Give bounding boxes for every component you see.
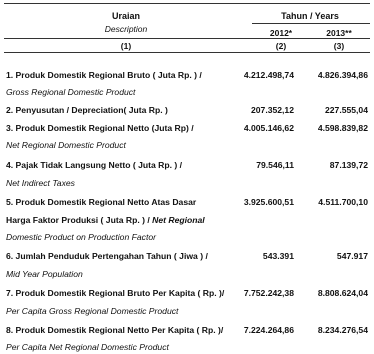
header-bottom-rule (4, 52, 370, 53)
column-header-years: Tahun / Years (281, 11, 339, 21)
header-mid-rule (4, 38, 370, 39)
value-2012: 4.005.146,62 (243, 123, 294, 133)
row-label: 8. Produk Domestik Regional Netto Per Kapita ( Rp. )/ (6, 325, 224, 335)
value-2013: 8.808.624,04 (317, 288, 368, 298)
row-label: 5. Produk Domestik Regional Netto Atas Dasar (6, 197, 197, 207)
column-number-3: (3) (333, 41, 345, 51)
value-2012: 79.546,11 (256, 160, 294, 170)
table-row-subtitle (4, 139, 370, 151)
row-label: 2. Penyusutan / Depreciation( Juta Rp. ) (6, 105, 168, 115)
row-sublabel: Net Regional Domestic Product (6, 140, 126, 150)
value-2013: 4.511.700,10 (318, 197, 368, 207)
table-row (4, 196, 370, 208)
table-row (4, 287, 370, 299)
table-row (4, 250, 370, 262)
table-row (4, 122, 370, 134)
value-2013: 4.598.839,82 (317, 123, 368, 133)
row-label: 6. Jumlah Penduduk Pertengahan Tahun ( Jiwa ) / (6, 251, 208, 261)
table-row-subtitle (4, 231, 370, 243)
table-row-continuation (4, 214, 370, 226)
value-2012: 4.212.498,74 (243, 70, 294, 80)
table-row-subtitle (4, 268, 370, 280)
column-header-2013: 2013** (326, 28, 352, 38)
row-sublabel: Per Capita Gross Regional Domestic Product (6, 306, 179, 316)
value-2012: 207.352,12 (250, 105, 294, 115)
table-row (4, 104, 370, 116)
column-header-uraian: Uraian (111, 11, 140, 21)
value-2012: 3.925.600,51 (243, 197, 294, 207)
value-2012: 7.752.242,38 (243, 288, 294, 298)
row-label: 3. Produk Domestik Regional Netto (Juta Rp) / (6, 123, 194, 133)
row-label: 1. Produk Domestik Regional Bruto ( Juta Rp. ) / (6, 70, 202, 80)
table-row-subtitle (4, 86, 370, 98)
row-sublabel: Mid Year Population (6, 269, 83, 279)
column-header-2012: 2012* (269, 28, 293, 38)
value-2013: 4.826.394,86 (317, 70, 368, 80)
value-2013: 8.234.276,54 (317, 325, 368, 335)
row-sublabel: Per Capita Net Regional Domestic Product (6, 342, 169, 352)
row-sublabel: Net Indirect Taxes (6, 178, 75, 188)
table-row (4, 324, 370, 336)
row-label-part: Harga Faktor Produksi ( Juta Rp. ) / (6, 215, 150, 225)
row-label-continued (6, 214, 205, 226)
row-sublabel: Gross Regional Domestic Product (6, 87, 136, 97)
value-2013: 547.917 (336, 251, 368, 261)
row-sublabel: Domestic Product on Production Factor (6, 232, 156, 242)
table-row-subtitle (4, 177, 370, 189)
value-2012: 7.224.264,86 (243, 325, 294, 335)
column-header-description: Description (104, 24, 148, 34)
row-label-english: Net Regional (152, 215, 205, 225)
column-number-1: (1) (120, 41, 132, 51)
column-number-2: (2) (275, 41, 287, 51)
table-row (4, 69, 370, 81)
table-row-subtitle (4, 305, 370, 317)
value-2013: 227.555,04 (324, 105, 368, 115)
row-label: 7. Produk Domestik Regional Bruto Per Kapita ( Rp. )/ (6, 288, 225, 298)
value-2012: 543.391 (262, 251, 294, 261)
years-header-rule (252, 23, 370, 24)
value-2013: 87.139,72 (329, 160, 368, 170)
row-label: 4. Pajak Tidak Langsung Netto ( Juta Rp. ) / (6, 160, 183, 170)
table-top-rule (4, 3, 370, 4)
table-row-subtitle (4, 341, 370, 353)
table-row (4, 159, 370, 171)
